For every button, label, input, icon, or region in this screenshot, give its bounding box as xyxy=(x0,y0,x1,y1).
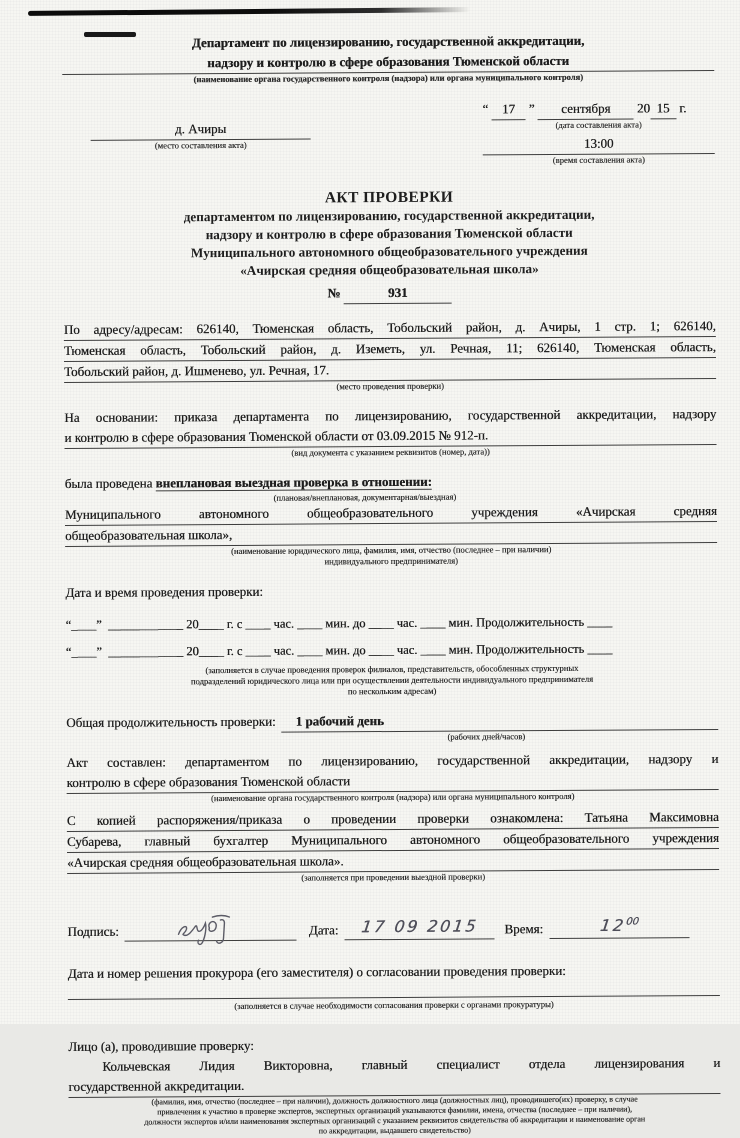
composed-caption: (наименование органа государственного контроля (надзора) или органа муниципального контроля) xyxy=(210,790,575,804)
address-line2: Тюменская область, Тобольский район, д. Иземеть, ул. Речная, 11; 626140, Тюменская область, xyxy=(64,337,716,362)
duration-line xyxy=(66,709,718,734)
duration-label: Общая продолжительность проверки: xyxy=(66,713,276,730)
act-number-label: № xyxy=(327,285,341,301)
basis-caption: (вид документа с указанием реквизитов (номер, дата)) xyxy=(291,446,490,458)
datetime-section xyxy=(65,579,718,699)
inspector-line1: Кольчевская Лидия Викторовна, главный специалист отдела лицензирования и xyxy=(102,1054,721,1074)
signature-time-minutes: 00 xyxy=(624,916,640,928)
act-title-sub2: надзору и контролю в сфере образования Тюменской области xyxy=(205,224,573,243)
composed-section xyxy=(66,749,718,805)
act-number-value: 931 xyxy=(344,283,452,305)
inspection-type-line xyxy=(65,470,717,494)
inspected-entity-caption1: (наименование юридического лица, фамилия, имя, отчество (последнее – при наличии) xyxy=(230,544,552,556)
composed-line1: Акт составлен: департаментом по лицензированию, государственной аккредитации, надзору и xyxy=(66,751,719,770)
datetime-caption3: по нескольким адресам) xyxy=(347,685,437,697)
signature-time-label: Время: xyxy=(504,921,544,937)
datetime-heading: Дата и время проведения проверки: xyxy=(65,583,264,600)
inspected-entity-caption2: индивидуального предпринимателя) xyxy=(324,555,458,567)
act-time-value: 13:00 xyxy=(483,133,715,155)
copy-ack-line2: Субарева, главный бухгалтер Муниципального автономного общеобразовательного учреждения xyxy=(67,828,719,853)
inspection-type-section xyxy=(65,470,718,569)
org-name-line2: надзору и контролю в сфере образования Тюменской области xyxy=(62,50,714,75)
act-date-month: сентября xyxy=(538,99,634,121)
inspectors-heading: Лицо (а), проводившие проверку: xyxy=(68,1037,254,1054)
copy-ack-line3: «Ачирская средняя общеобразовательная школа». xyxy=(67,849,719,874)
signature-scribble xyxy=(173,914,247,948)
act-date-day: 17 xyxy=(491,99,525,120)
basis-line1: На основании: приказа департамента по лицензированию, государственной аккредитации, надзору xyxy=(64,406,717,425)
signature-row xyxy=(67,907,719,942)
datetime-blank-row-2: “____” ____________ 20____ г. с ____ час. ____ мин. до ____ час. ____ мин. Продолжительность ____ xyxy=(65,641,613,659)
act-date-year-unit: г. xyxy=(679,100,687,116)
inspector-line2: государственной аккредитации. xyxy=(68,1073,720,1098)
duration-caption-wrap xyxy=(346,731,626,744)
duration-caption: (рабочих дней/часов) xyxy=(447,731,526,742)
act-title-sub1: департаментом по лицензированию, государственной аккредитации, xyxy=(183,206,595,225)
signature-date-field xyxy=(344,916,494,940)
address-caption: (место проведения проверки) xyxy=(336,380,444,392)
copy-ack-caption: (заполняется при проведении выездной проверки) xyxy=(301,871,486,883)
duration-section xyxy=(66,709,718,745)
inspectors-caption4: по аккредитации, выдавшего свидетельство) xyxy=(318,1125,471,1136)
prosecutor-section xyxy=(68,960,720,1013)
prosecutor-caption: (заполняется в случае необходимости согласования проверки с органами прокуратуры) xyxy=(234,999,554,1011)
act-date-caption: (дата составления акта) xyxy=(555,119,642,130)
act-time-block xyxy=(483,133,715,166)
place-of-act-value: д. Ачиры xyxy=(91,118,311,140)
org-name-caption: (наименование органа государственного контроля (надзора) или органа муниципального контроля) xyxy=(193,71,584,85)
act-time-caption: (время составления акта) xyxy=(552,154,645,166)
signature-field xyxy=(125,910,297,942)
act-date-year: 15 xyxy=(650,98,676,119)
copy-ack-line1: С копией распоряжения/приказа о проведении проверки ознакомлена: Татьяна Максимовна xyxy=(67,807,719,832)
inspected-entity-line1: Муниципального автономного общеобразовательного учреждения «Ачирская средняя xyxy=(65,501,717,526)
scan-artifact-line xyxy=(28,7,470,16)
datetime-blank-row-1: “____” ____________ 20____ г. с ____ час. ____ мин. до ____ час. ____ мин. Продолжительность ____ xyxy=(65,614,613,632)
address-section xyxy=(64,316,716,394)
signature-date-handwritten: 17 09 2015 xyxy=(359,916,479,937)
inspected-entity-line2: общеобразовательная школа», xyxy=(65,522,717,547)
datetime-caption1: (заполняется в случае проведения проверок филиалов, представительств, обособленных структурных xyxy=(205,662,579,676)
quote-close: ” xyxy=(528,101,535,117)
place-of-act-caption: (место составления акта) xyxy=(154,139,247,151)
act-date-block xyxy=(482,98,714,166)
act-title-sub4: «Ачирская средняя общеобразовательная школа» xyxy=(240,261,539,278)
duration-value: 1 рабочий день xyxy=(282,709,719,733)
place-date-row xyxy=(62,98,714,169)
quote-open: “ xyxy=(482,101,489,117)
basis-section xyxy=(64,404,716,460)
inspectors-caption2: привлечения к участию в проверке экспертов, экспертных организаций указываются фамилии, имена, отчества (последнее – при наличии), xyxy=(157,1104,633,1117)
act-date-line xyxy=(482,98,714,120)
document-content xyxy=(62,30,721,1138)
composed-line2: контролю в сфере образования Тюменской области xyxy=(67,769,719,794)
signature-time-hours: 12 xyxy=(598,915,627,935)
signature-label: Подпись: xyxy=(67,923,119,939)
signature-date-label: Дата: xyxy=(308,922,339,938)
place-of-act-block xyxy=(91,118,311,168)
signature-time-handwritten xyxy=(598,912,639,936)
inspectors-section xyxy=(68,1033,721,1138)
inspectors-caption3: должности экспертов и/или наименования экспертных организаций с указанием реквизитов свидетельства об аккредитации и наименование орган xyxy=(144,1114,646,1127)
address-line3: Тобольский район, д. Ишменево, ул. Речная, 17. xyxy=(64,358,716,383)
act-number-line xyxy=(64,281,716,306)
act-date-year-prefix: 20 xyxy=(636,100,651,116)
copy-ack-section xyxy=(67,807,719,885)
act-title-sub3: Муниципального автономного общеобразовательного учреждения xyxy=(190,242,588,261)
prosecutor-heading: Дата и номер решения прокурора (его заместителя) о согласовании проведения проверки: xyxy=(67,962,566,981)
org-name-line1: Департамент по лицензированию, государственной аккредитации, xyxy=(191,32,585,51)
inspection-type-caption: (плановая/внеплановая, документарная/выездная) xyxy=(273,491,457,503)
address-line1: По адресу/адресам: 626140, Тюменская область, Тобольский район, д. Ачиры, 1 стр. 1; 626140, xyxy=(64,316,716,341)
signature-time-field xyxy=(549,912,689,939)
inspection-type-value: внеплановая выездная проверка в отношении: xyxy=(155,473,432,491)
inspection-type-prefix: была проведена xyxy=(64,475,153,491)
datetime-caption2: подразделений юридического лица или при осуществлении деятельности индивидуального предпринимателя xyxy=(190,673,594,687)
act-title: АКТ ПРОВЕРКИ xyxy=(324,188,454,207)
basis-line2: и контролю в сфере образования Тюменской области от 03.09.2015 № 912-п. xyxy=(64,424,716,449)
inspectors-caption1: (фамилия, имя, отчество (последнее – при наличии), должность должностного лица (должностных лиц), проводившего(их) проверку, в случае xyxy=(151,1094,638,1107)
